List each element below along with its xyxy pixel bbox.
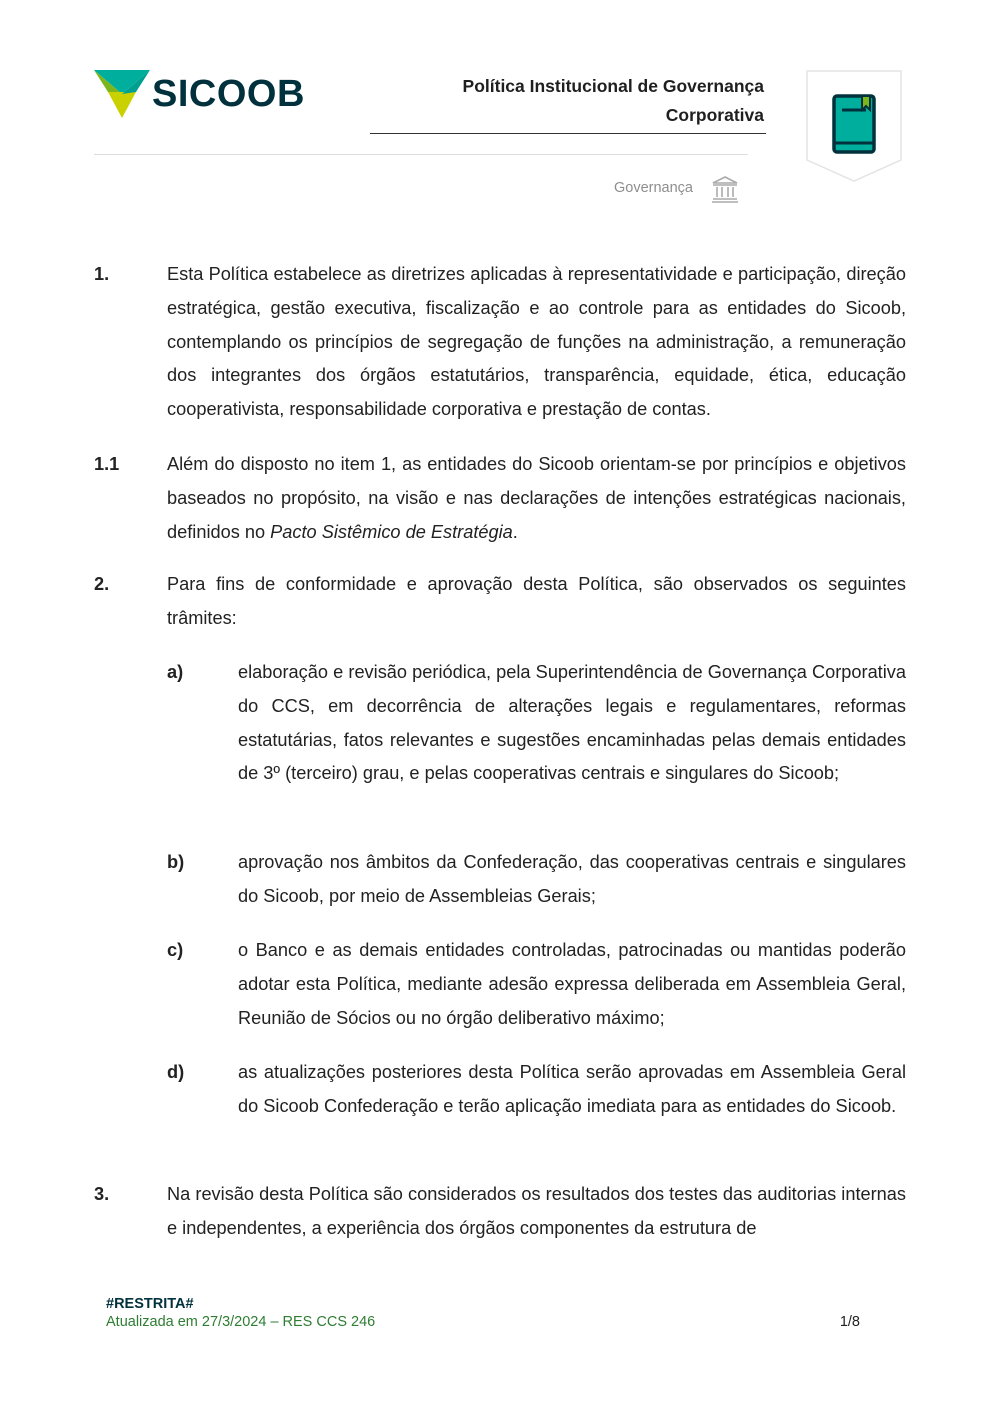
subitem-b bbox=[167, 846, 906, 914]
subitem-text: as atualizações posteriores desta Política serão aprovadas em Assembleia Geral do Sicoob Confederação e terão aplicação imediata para as entidades do Sicoob. bbox=[238, 1062, 906, 1116]
subitem-c bbox=[167, 934, 906, 1035]
subitem-label: d) bbox=[167, 1062, 185, 1082]
classification-label: #RESTRITA# bbox=[106, 1296, 194, 1312]
section-text: Esta Política estabelece as diretrizes aplicadas à representatividade e participação, direção estratégica, gestão executiva, fiscalização e ao controle para as entidades do Sicoob, contemplando os princípios de segregação de funções na administração, a remuneração dos integrantes dos órgãos estatutários, transparência, equidade, ética, educação cooperativista, responsabilidade corporativa e prestação de contas. bbox=[167, 264, 906, 420]
section-number: 1.1 bbox=[94, 454, 120, 474]
section-2 bbox=[94, 568, 906, 636]
header-divider bbox=[94, 154, 748, 155]
subitem-label: b) bbox=[167, 852, 185, 872]
subitem-a bbox=[167, 656, 906, 791]
book-icon bbox=[834, 96, 874, 152]
sicoob-logo-mark bbox=[94, 70, 150, 118]
section-text-part: . bbox=[512, 521, 518, 542]
subitem-text: o Banco e as demais entidades controladas, patrocinadas ou mantidas poderão adotar esta Política, mediante adesão expressa deliberada em Assembleia Geral, Reunião de Sócios ou no órgão deliberativo máximo; bbox=[238, 940, 906, 1028]
logo-wordmark: SICOOB bbox=[152, 73, 305, 115]
section-text-part: Além do disposto no item 1, as entidades do Sicoob orientam-se por princípios e objetivos baseados no propósito, na visão e nas declarações de intenções estratégicas nacionais, definidos no bbox=[167, 454, 906, 542]
bank-building-icon bbox=[711, 175, 739, 203]
title-underline bbox=[370, 133, 766, 134]
section-number: 1. bbox=[94, 264, 110, 284]
section-1-1 bbox=[94, 448, 906, 549]
book-badge bbox=[806, 70, 902, 182]
section-text: Para fins de conformidade e aprovação desta Política, são observados os seguintes trâmites: bbox=[167, 574, 906, 628]
section-text bbox=[167, 448, 906, 549]
document-title-line-2: Corporativa bbox=[665, 105, 764, 125]
document-title bbox=[372, 72, 764, 130]
updated-note: Atualizada em 27/3/2024 – RES CCS 246 bbox=[106, 1314, 376, 1330]
subitem-text: elaboração e revisão periódica, pela Superintendência de Governança Corporativa do CCS, em decorrência de alterações legais e regulamentares, reformas estatutárias, fatos relevantes e sugestões encaminhadas pelas demais entidades de 3º (terceiro) grau, e pelas cooperativas centrais e singulares do Sicoob; bbox=[238, 662, 906, 784]
page-number: 1/8 bbox=[839, 1314, 860, 1330]
subitem-d bbox=[167, 1056, 906, 1124]
document-title-line-1: Política Institucional de Governança bbox=[462, 76, 764, 96]
sicoob-logo bbox=[94, 68, 314, 122]
section-number: 3. bbox=[94, 1184, 110, 1204]
section-1 bbox=[94, 258, 906, 427]
section-number: 2. bbox=[94, 574, 110, 594]
section-text-italic: Pacto Sistêmico de Estratégia bbox=[270, 521, 513, 542]
subitem-label: c) bbox=[167, 940, 184, 960]
section-3 bbox=[94, 1178, 906, 1246]
subitem-label: a) bbox=[167, 662, 184, 682]
section-text: Na revisão desta Política são considerados os resultados dos testes das auditorias internas e independentes, a experiência dos órgãos componentes da estrutura de bbox=[167, 1184, 906, 1238]
category-label: Governança bbox=[614, 180, 693, 196]
subitem-text: aprovação nos âmbitos da Confederação, das cooperativas centrais e singulares do Sicoob, por meio de Assembleias Gerais; bbox=[238, 852, 906, 906]
